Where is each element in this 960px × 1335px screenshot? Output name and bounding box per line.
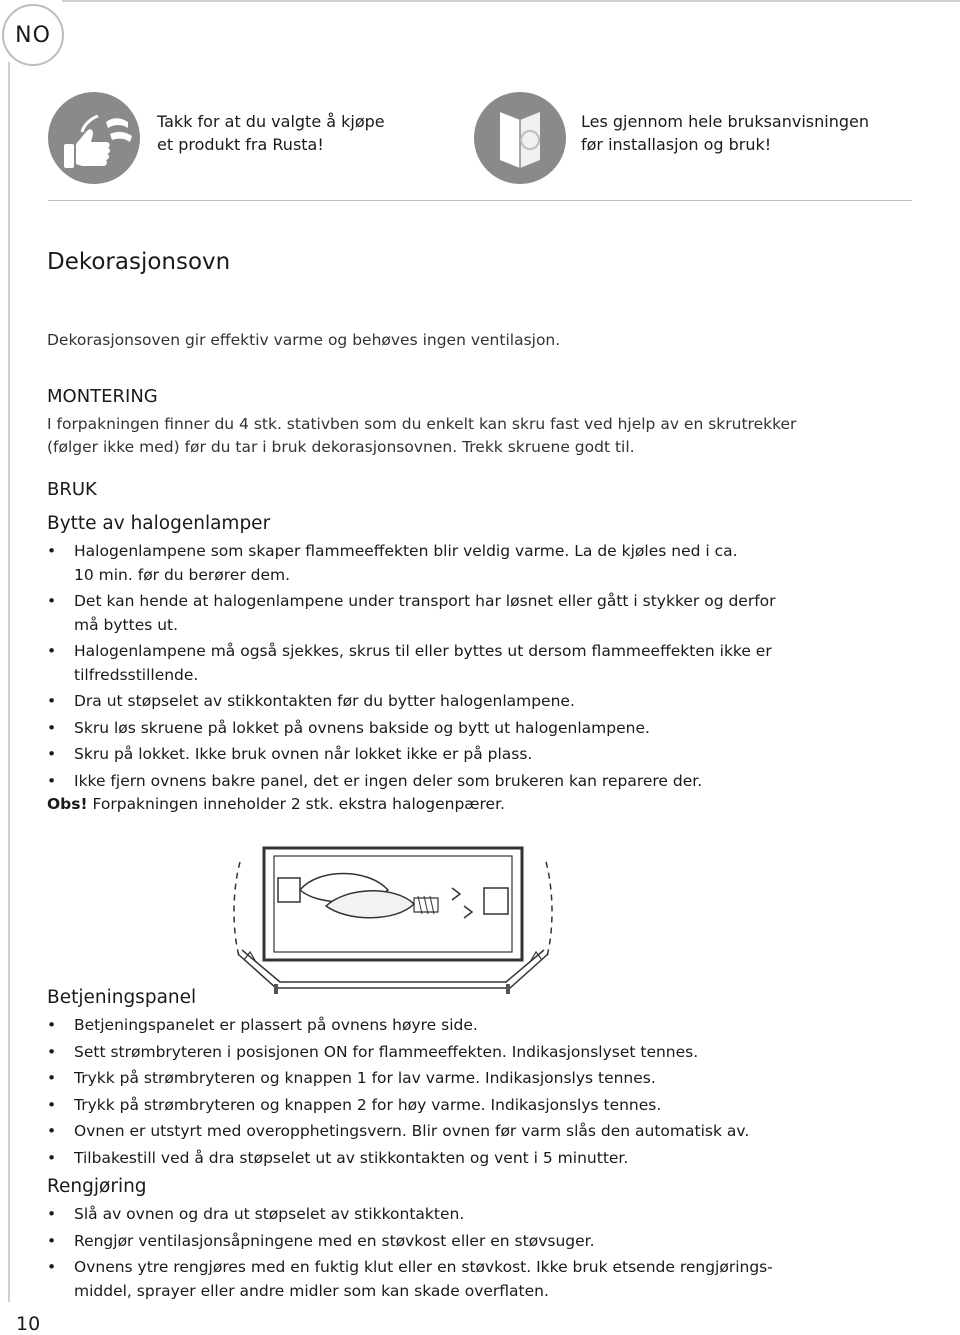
list-item: • Ovnens ytre rengjøres med en fuktig klut eller en støvkost. Ikke bruk etsende rengjørings- middel, sprayer eller andre midler som kan skade overflaten.	[47, 1256, 773, 1303]
intro-read-manual-text: Les gjennom hele bruksanvisningen før installasjon og bruk!	[581, 112, 869, 154]
list-item: • Skru på lokket. Ikke bruk ovnen når lokket ikke er på plass.	[47, 743, 776, 767]
heading-betjeningspanel: Betjeningspanel	[47, 987, 197, 1008]
list-item: • Tilbakestill ved å dra støpselet ut av stikkontakten og vent i 5 minutter.	[47, 1147, 749, 1171]
betjeningspanel-list	[47, 1014, 749, 1173]
list-item: • Det kan hende at halogenlampene under transport har løsnet eller gått i stykker og derfor må byttes ut.	[47, 590, 776, 637]
obs-text: Forpakningen inneholder 2 stk. ekstra halogenpærer.	[87, 795, 505, 813]
heading-montering: MONTERING	[47, 386, 158, 407]
list-item: • Slå av ovnen og dra ut støpselet av stikkontakten.	[47, 1203, 773, 1227]
page-title: Dekorasjonsovn	[47, 249, 231, 275]
list-item: • Ovnen er utstyrt med overopphetingsvern. Blir ovnen før varm slås den automatisk av.	[47, 1120, 749, 1144]
section-divider	[48, 200, 912, 201]
bruk-list	[47, 540, 776, 796]
list-item: • Skru løs skruene på lokket på ovnens bakside og bytt ut halogenlampene.	[47, 717, 776, 741]
list-item: • Sett strømbryteren i posisjonen ON for flammeeffekten. Indikasjonslyset tennes.	[47, 1041, 749, 1065]
page-number: 10	[16, 1313, 41, 1335]
page-frame-left	[8, 62, 10, 1302]
halogen-lamp-illustration	[228, 832, 558, 997]
list-item: • Trykk på strømbryteren og knappen 2 for høy varme. Indikasjonslys tennes.	[47, 1094, 749, 1118]
obs-note	[47, 795, 505, 813]
rengjoring-list	[47, 1203, 773, 1306]
list-item: • Halogenlampene må også sjekkes, skrus til eller byttes ut dersom flammeeffekten ikke er tilfredsstillende.	[47, 640, 776, 687]
list-item: • Trykk på strømbryteren og knappen 1 for lav varme. Indikasjonslys tennes.	[47, 1067, 749, 1091]
intro-thanks-text: Takk for at du valgte å kjøpe et produkt fra Rusta!	[157, 112, 385, 154]
list-item: • Halogenlampene som skaper flammeeffekten blir veldig varme. La de kjøles ned i ca. 10 min. før du berører dem.	[47, 540, 776, 587]
language-badge: NO	[2, 4, 64, 66]
list-item: • Betjeningspanelet er plassert på ovnens høyre side.	[47, 1014, 749, 1038]
heading-bruk: BRUK	[47, 479, 97, 500]
list-item: • Rengjør ventilasjonsåpningene med en støvkost eller en støvsuger.	[47, 1230, 773, 1254]
list-item: • Dra ut støpselet av stikkontakten før du bytter halogenlampene.	[47, 690, 776, 714]
heading-rengjoring: Rengjøring	[47, 1176, 147, 1197]
montering-line-2: (følger ikke med) før du tar i bruk dekorasjonsovnen. Trekk skruene godt til.	[47, 438, 635, 456]
subheading-halogen: Bytte av halogenlamper	[47, 513, 271, 534]
manual-book-icon	[474, 92, 566, 184]
obs-label: Obs!	[47, 795, 88, 813]
product-description: Dekorasjonsoven gir effektiv varme og behøves ingen ventilasjon.	[47, 331, 561, 349]
montering-line-1: I forpakningen finner du 4 stk. stativben som du enkelt kan skru fast ved hjelp av en skrutrekker	[47, 415, 797, 433]
list-item: • Ikke fjern ovnens bakre panel, det er ingen deler som brukeren kan reparere der.	[47, 770, 776, 794]
thumbs-up-icon	[48, 92, 140, 184]
page-frame-top	[62, 0, 960, 2]
